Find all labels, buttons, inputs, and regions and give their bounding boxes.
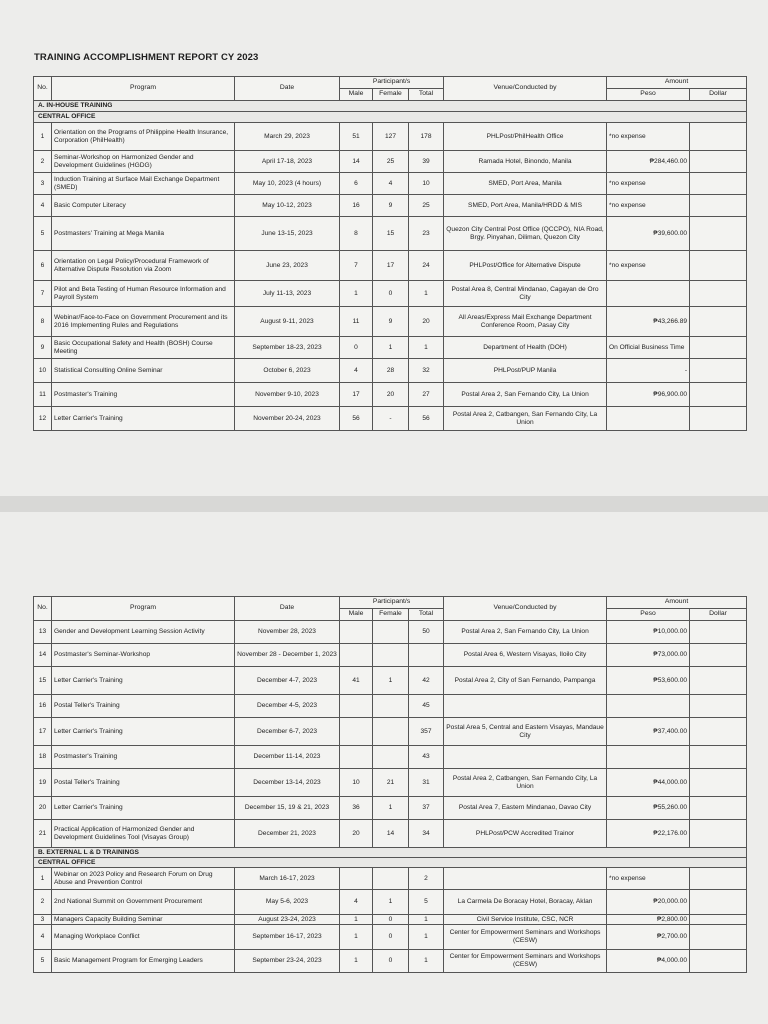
col-male: Male: [340, 89, 373, 101]
training-table-page-1: [33, 76, 747, 431]
female-count: 9: [373, 307, 409, 337]
dollar-amount: [690, 695, 747, 718]
col-program: Program: [52, 77, 235, 101]
total-count: 43: [409, 746, 444, 769]
program-cell: Letter Carrier's Training: [52, 797, 235, 820]
male-count: 56: [340, 407, 373, 431]
row-number: 2: [34, 151, 52, 173]
row-number: 6: [34, 251, 52, 281]
table-row: [34, 695, 747, 718]
dollar-amount: [690, 337, 747, 359]
program-cell: 2nd National Summit on Government Procurement: [52, 890, 235, 915]
table-row: [34, 337, 747, 359]
peso-amount: *no expense: [607, 123, 690, 151]
col-total: Total: [409, 609, 444, 621]
male-count: [340, 868, 373, 890]
date-cell: September 16-17, 2023: [235, 925, 340, 950]
date-cell: May 10, 2023 (4 hours): [235, 173, 340, 195]
table-row: [34, 769, 747, 797]
female-count: 28: [373, 359, 409, 383]
venue-cell: Postal Area 8, Central Mindanao, Cagayan de Oro City: [444, 281, 607, 307]
peso-amount: *no expense: [607, 195, 690, 217]
table-header: [34, 77, 747, 101]
row-number: 4: [34, 925, 52, 950]
table-row: [34, 307, 747, 337]
venue-cell: La Carmela De Boracay Hotel, Boracay, Aklan: [444, 890, 607, 915]
peso-amount: ₱96,900.00: [607, 383, 690, 407]
date-cell: June 13-15, 2023: [235, 217, 340, 251]
row-number: 21: [34, 820, 52, 848]
row-number: 12: [34, 407, 52, 431]
female-count: [373, 868, 409, 890]
male-count: 4: [340, 359, 373, 383]
date-cell: December 21, 2023: [235, 820, 340, 848]
total-count: 37: [409, 797, 444, 820]
program-cell: Webinar on 2023 Policy and Research Forum on Drug Abuse and Prevention Control: [52, 868, 235, 890]
table-row: [34, 820, 747, 848]
female-count: 127: [373, 123, 409, 151]
date-cell: December 15, 19 & 21, 2023: [235, 797, 340, 820]
female-count: 1: [373, 337, 409, 359]
female-count: 1: [373, 667, 409, 695]
peso-amount: ₱2,700.00: [607, 925, 690, 950]
col-program: Program: [52, 597, 235, 621]
peso-amount: On Official Business Time: [607, 337, 690, 359]
male-count: 1: [340, 281, 373, 307]
program-cell: Basic Computer Literacy: [52, 195, 235, 217]
date-cell: September 18-23, 2023: [235, 337, 340, 359]
dollar-amount: [690, 195, 747, 217]
male-count: 41: [340, 667, 373, 695]
dollar-amount: [690, 123, 747, 151]
venue-cell: Postal Area 2, Catbangen, San Fernando City, La Union: [444, 769, 607, 797]
peso-amount: ₱10,000.00: [607, 621, 690, 644]
dollar-amount: [690, 797, 747, 820]
col-total: Total: [409, 89, 444, 101]
dollar-amount: [690, 621, 747, 644]
dollar-amount: [690, 251, 747, 281]
venue-cell: Postal Area 6, Western Visayas, Iloilo City: [444, 644, 607, 667]
female-count: 9: [373, 195, 409, 217]
table-row: [34, 281, 747, 307]
program-cell: Orientation on Legal Policy/Procedural Framework of Alternative Dispute Resolution via Zoom: [52, 251, 235, 281]
date-cell: November 28, 2023: [235, 621, 340, 644]
venue-cell: PHLPost/Office for Alternative Dispute: [444, 251, 607, 281]
total-count: 31: [409, 769, 444, 797]
female-count: [373, 695, 409, 718]
venue-cell: SMED, Port Area, Manila: [444, 173, 607, 195]
peso-amount: *no expense: [607, 868, 690, 890]
section-central-office-b: CENTRAL OFFICE: [34, 858, 747, 868]
row-number: 5: [34, 950, 52, 973]
male-count: 17: [340, 383, 373, 407]
venue-cell: Postal Area 5, Central and Eastern Visayas, Mandaue City: [444, 718, 607, 746]
female-count: 0: [373, 915, 409, 925]
venue-cell: [444, 746, 607, 769]
col-amount: Amount: [607, 77, 747, 89]
male-count: [340, 695, 373, 718]
male-count: 11: [340, 307, 373, 337]
program-cell: Seminar-Workshop on Harmonized Gender and Development Guidelines (HGDG): [52, 151, 235, 173]
table-row: [34, 151, 747, 173]
table-row: [34, 359, 747, 383]
training-table-page-2: [33, 596, 747, 973]
program-cell: Postmaster's Training: [52, 746, 235, 769]
date-cell: June 23, 2023: [235, 251, 340, 281]
date-cell: May 5-6, 2023: [235, 890, 340, 915]
female-count: [373, 718, 409, 746]
col-male: Male: [340, 609, 373, 621]
col-female: Female: [373, 89, 409, 101]
female-count: [373, 644, 409, 667]
program-cell: Postmaster's Seminar-Workshop: [52, 644, 235, 667]
peso-amount: *no expense: [607, 173, 690, 195]
date-cell: March 16-17, 2023: [235, 868, 340, 890]
table-row: [34, 123, 747, 151]
total-count: 10: [409, 173, 444, 195]
row-number: 14: [34, 644, 52, 667]
row-number: 1: [34, 123, 52, 151]
date-cell: November 20-24, 2023: [235, 407, 340, 431]
dollar-amount: [690, 307, 747, 337]
total-count: 27: [409, 383, 444, 407]
report-title: TRAINING ACCOMPLISHMENT REPORT CY 2023: [34, 52, 259, 63]
program-cell: Postal Teller's Training: [52, 695, 235, 718]
date-cell: December 13-14, 2023: [235, 769, 340, 797]
venue-cell: Postal Area 7, Eastern Mindanao, Davao City: [444, 797, 607, 820]
program-cell: Gender and Development Learning Session Activity: [52, 621, 235, 644]
total-count: 1: [409, 925, 444, 950]
male-count: 20: [340, 820, 373, 848]
venue-cell: Postal Area 2, City of San Fernando, Pampanga: [444, 667, 607, 695]
section-external: B. EXTERNAL L & D TRAININGS: [34, 848, 747, 858]
total-count: 1: [409, 281, 444, 307]
peso-amount: ₱73,000.00: [607, 644, 690, 667]
row-number: 20: [34, 797, 52, 820]
col-venue: Venue/Conducted by: [444, 77, 607, 101]
male-count: 16: [340, 195, 373, 217]
program-cell: Statistical Consulting Online Seminar: [52, 359, 235, 383]
row-number: 15: [34, 667, 52, 695]
col-no: No.: [34, 77, 52, 101]
peso-amount: *no expense: [607, 251, 690, 281]
female-count: 14: [373, 820, 409, 848]
male-count: 36: [340, 797, 373, 820]
report-page-1: [0, 0, 768, 496]
venue-cell: All Areas/Express Mail Exchange Department Conference Room, Pasay City: [444, 307, 607, 337]
section-in-house: A. IN-HOUSE TRAINING: [34, 101, 747, 112]
venue-cell: Department of Health (DOH): [444, 337, 607, 359]
peso-amount: [607, 281, 690, 307]
program-cell: Induction Training at Surface Mail Exchange Department (SMED): [52, 173, 235, 195]
peso-amount: ₱44,000.00: [607, 769, 690, 797]
total-count: [409, 644, 444, 667]
dollar-amount: [690, 644, 747, 667]
program-cell: Basic Management Program for Emerging Leaders: [52, 950, 235, 973]
program-cell: Orientation on the Programs of Philippine Health Insurance, Corporation (PhilHealth): [52, 123, 235, 151]
total-count: 34: [409, 820, 444, 848]
date-cell: September 23-24, 2023: [235, 950, 340, 973]
table-row: [34, 383, 747, 407]
col-participants: Participant/s: [340, 77, 444, 89]
dollar-amount: [690, 359, 747, 383]
male-count: 8: [340, 217, 373, 251]
row-number: 3: [34, 915, 52, 925]
table-row: [34, 950, 747, 973]
row-number: 17: [34, 718, 52, 746]
col-date: Date: [235, 77, 340, 101]
date-cell: April 17-18, 2023: [235, 151, 340, 173]
date-cell: October 6, 2023: [235, 359, 340, 383]
total-count: 357: [409, 718, 444, 746]
dollar-amount: [690, 820, 747, 848]
table-row: [34, 173, 747, 195]
program-cell: Letter Carrier's Training: [52, 407, 235, 431]
row-number: 5: [34, 217, 52, 251]
venue-cell: SMED, Port Area, Manila/HRDD & MIS: [444, 195, 607, 217]
peso-amount: ₱39,600.00: [607, 217, 690, 251]
program-cell: Postmasters' Training at Mega Manila: [52, 217, 235, 251]
col-dollar: Dollar: [690, 609, 747, 621]
table-row: [34, 797, 747, 820]
row-number: 3: [34, 173, 52, 195]
female-count: [373, 621, 409, 644]
dollar-amount: [690, 925, 747, 950]
table-row: [34, 217, 747, 251]
female-count: -: [373, 407, 409, 431]
peso-amount: ₱55,260.00: [607, 797, 690, 820]
female-count: 20: [373, 383, 409, 407]
total-count: 45: [409, 695, 444, 718]
male-count: 0: [340, 337, 373, 359]
col-amount: Amount: [607, 597, 747, 609]
total-count: 23: [409, 217, 444, 251]
male-count: 1: [340, 925, 373, 950]
venue-cell: PHLPost/PCW Accredited Trainor: [444, 820, 607, 848]
date-cell: December 11-14, 2023: [235, 746, 340, 769]
col-female: Female: [373, 609, 409, 621]
program-cell: Postal Teller's Training: [52, 769, 235, 797]
date-cell: December 6-7, 2023: [235, 718, 340, 746]
peso-amount: ₱43,266.89: [607, 307, 690, 337]
program-cell: Postmaster's Training: [52, 383, 235, 407]
program-cell: Webinar/Face-to-Face on Government Procurement and its 2016 Implementing Rules and Regulations: [52, 307, 235, 337]
row-number: 7: [34, 281, 52, 307]
venue-cell: [444, 695, 607, 718]
dollar-amount: [690, 868, 747, 890]
table-row: [34, 925, 747, 950]
table-row: [34, 915, 747, 925]
male-count: [340, 718, 373, 746]
table-row: [34, 407, 747, 431]
female-count: 25: [373, 151, 409, 173]
date-cell: July 11-13, 2023: [235, 281, 340, 307]
dollar-amount: [690, 173, 747, 195]
total-count: 178: [409, 123, 444, 151]
male-count: 51: [340, 123, 373, 151]
section-central-office: CENTRAL OFFICE: [34, 112, 747, 123]
dollar-amount: [690, 281, 747, 307]
program-cell: Practical Application of Harmonized Gender and Development Guidelines Tool (Visayas Group): [52, 820, 235, 848]
total-count: 39: [409, 151, 444, 173]
row-number: 13: [34, 621, 52, 644]
female-count: 21: [373, 769, 409, 797]
col-peso: Peso: [607, 609, 690, 621]
date-cell: May 10-12, 2023: [235, 195, 340, 217]
col-peso: Peso: [607, 89, 690, 101]
dollar-amount: [690, 667, 747, 695]
table-row: [34, 718, 747, 746]
female-count: 1: [373, 797, 409, 820]
row-number: 11: [34, 383, 52, 407]
peso-amount: [607, 407, 690, 431]
peso-amount: ₱4,000.00: [607, 950, 690, 973]
row-number: 2: [34, 890, 52, 915]
total-count: 56: [409, 407, 444, 431]
female-count: 15: [373, 217, 409, 251]
venue-cell: Center for Empowerment Seminars and Workshops (CESW): [444, 925, 607, 950]
total-count: 42: [409, 667, 444, 695]
male-count: 1: [340, 950, 373, 973]
venue-cell: PHLPost/PUP Manila: [444, 359, 607, 383]
table-row: [34, 746, 747, 769]
female-count: 17: [373, 251, 409, 281]
date-cell: December 4-7, 2023: [235, 667, 340, 695]
table-row: [34, 644, 747, 667]
male-count: 10: [340, 769, 373, 797]
venue-cell: Quezon City Central Post Office (QCCPO), NIA Road, Brgy. Pinyahan, Diliman, Quezon City: [444, 217, 607, 251]
col-no: No.: [34, 597, 52, 621]
female-count: [373, 746, 409, 769]
male-count: 6: [340, 173, 373, 195]
venue-cell: Postal Area 2, Catbangen, San Fernando City, La Union: [444, 407, 607, 431]
dollar-amount: [690, 746, 747, 769]
row-number: 16: [34, 695, 52, 718]
peso-amount: [607, 746, 690, 769]
dollar-amount: [690, 950, 747, 973]
total-count: 32: [409, 359, 444, 383]
table-header-2: [34, 597, 747, 621]
report-page-2: [0, 512, 768, 1024]
peso-amount: [607, 695, 690, 718]
total-count: 20: [409, 307, 444, 337]
row-number: 1: [34, 868, 52, 890]
peso-amount: ₱53,600.00: [607, 667, 690, 695]
male-count: [340, 621, 373, 644]
row-number: 10: [34, 359, 52, 383]
col-venue: Venue/Conducted by: [444, 597, 607, 621]
date-cell: December 4-5, 2023: [235, 695, 340, 718]
total-count: 1: [409, 950, 444, 973]
female-count: 1: [373, 890, 409, 915]
table-row: [34, 251, 747, 281]
dollar-amount: [690, 383, 747, 407]
female-count: 0: [373, 925, 409, 950]
date-cell: November 28 - December 1, 2023: [235, 644, 340, 667]
total-count: 1: [409, 337, 444, 359]
table-row: [34, 621, 747, 644]
venue-cell: Postal Area 2, San Fernando City, La Union: [444, 383, 607, 407]
dollar-amount: [690, 151, 747, 173]
row-number: 9: [34, 337, 52, 359]
male-count: 4: [340, 890, 373, 915]
total-count: 25: [409, 195, 444, 217]
dollar-amount: [690, 890, 747, 915]
program-cell: Pilot and Beta Testing of Human Resource Information and Payroll System: [52, 281, 235, 307]
table-row: [34, 195, 747, 217]
row-number: 19: [34, 769, 52, 797]
peso-amount: ₱37,400.00: [607, 718, 690, 746]
peso-amount: ₱22,176.00: [607, 820, 690, 848]
col-date: Date: [235, 597, 340, 621]
total-count: 24: [409, 251, 444, 281]
row-number: 4: [34, 195, 52, 217]
row-number: 8: [34, 307, 52, 337]
program-cell: Letter Carrier's Training: [52, 667, 235, 695]
female-count: 0: [373, 281, 409, 307]
dollar-amount: [690, 769, 747, 797]
program-cell: Letter Carrier's Training: [52, 718, 235, 746]
col-participants: Participant/s: [340, 597, 444, 609]
venue-cell: Center for Empowerment Seminars and Workshops (CESW): [444, 950, 607, 973]
male-count: [340, 644, 373, 667]
male-count: 7: [340, 251, 373, 281]
program-cell: Basic Occupational Safety and Health (BOSH) Course Meeting: [52, 337, 235, 359]
table-row: [34, 868, 747, 890]
dollar-amount: [690, 217, 747, 251]
male-count: 1: [340, 915, 373, 925]
table-row: [34, 667, 747, 695]
total-count: 50: [409, 621, 444, 644]
male-count: 14: [340, 151, 373, 173]
date-cell: November 9-10, 2023: [235, 383, 340, 407]
dollar-amount: [690, 915, 747, 925]
peso-amount: ₱284,460.00: [607, 151, 690, 173]
date-cell: August 9-11, 2023: [235, 307, 340, 337]
venue-cell: Postal Area 2, San Fernando City, La Union: [444, 621, 607, 644]
date-cell: March 29, 2023: [235, 123, 340, 151]
program-cell: Managers Capacity Building Seminar: [52, 915, 235, 925]
dollar-amount: [690, 718, 747, 746]
program-cell: Managing Workplace Conflict: [52, 925, 235, 950]
venue-cell: PHLPost/PhilHealth Office: [444, 123, 607, 151]
total-count: 2: [409, 868, 444, 890]
total-count: 5: [409, 890, 444, 915]
col-dollar: Dollar: [690, 89, 747, 101]
table-row: [34, 890, 747, 915]
date-cell: August 23-24, 2023: [235, 915, 340, 925]
total-count: 1: [409, 915, 444, 925]
venue-cell: [444, 868, 607, 890]
female-count: 0: [373, 950, 409, 973]
row-number: 18: [34, 746, 52, 769]
dollar-amount: [690, 407, 747, 431]
venue-cell: Ramada Hotel, Binondo, Manila: [444, 151, 607, 173]
female-count: 4: [373, 173, 409, 195]
peso-amount: ₱2,800.00: [607, 915, 690, 925]
venue-cell: Civil Service Institute, CSC, NCR: [444, 915, 607, 925]
peso-amount: ₱20,000.00: [607, 890, 690, 915]
peso-amount: -: [607, 359, 690, 383]
male-count: [340, 746, 373, 769]
